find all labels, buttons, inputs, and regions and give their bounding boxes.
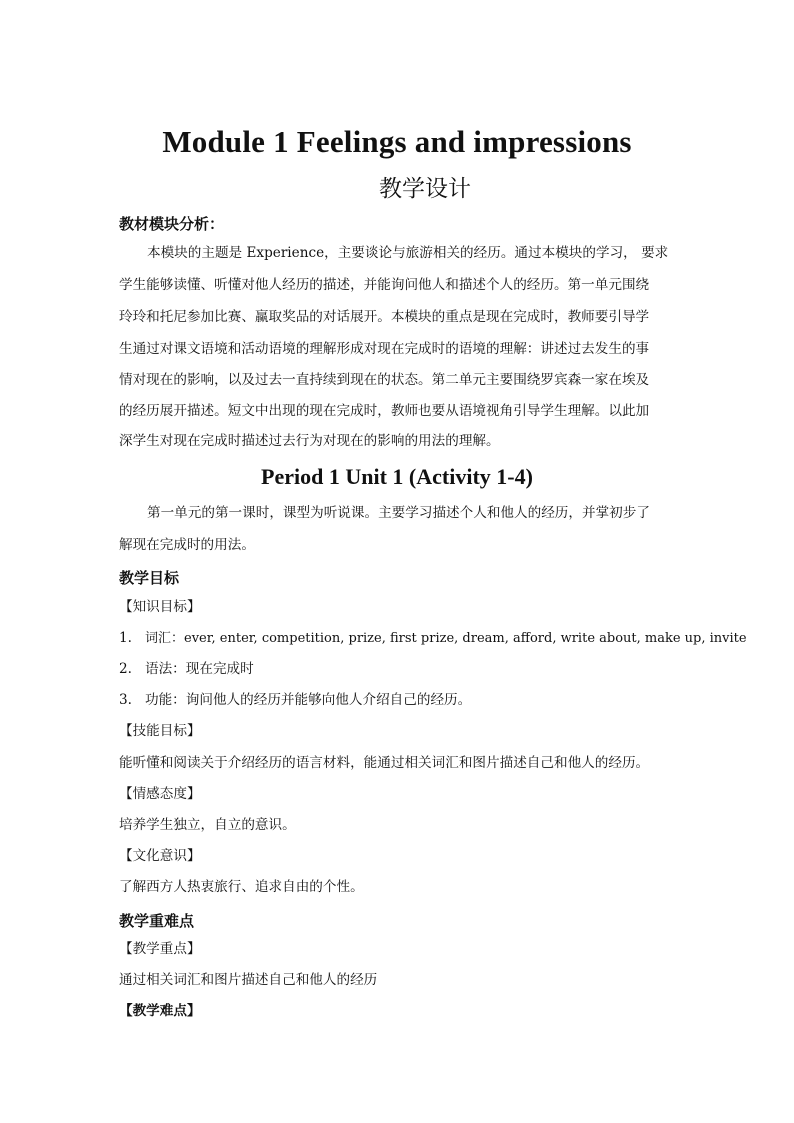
knowledge-item: [119, 662, 254, 676]
period-line: 解现在完成时的用法。: [119, 537, 255, 553]
knowledge-item: [119, 693, 471, 707]
goals-heading: 教学目标: [119, 569, 180, 587]
culture-label: 【文化意识】: [119, 848, 201, 864]
analysis-line: 情对现在的影响，以及过去一直持续到现在的状态。第二单元主要围绕罗宾森一家在埃及: [119, 372, 650, 388]
knowledge-item: [119, 631, 747, 646]
analysis-line: 深学生对现在完成时描述过去行为对现在的影响的用法的理解。: [119, 433, 500, 449]
document-subtitle: 教学设计: [379, 176, 471, 202]
period-line: 第一单元的第一课时，课型为听说课。主要学习描述个人和他人的经历，并掌初步了: [147, 505, 650, 521]
analysis-line: 的经历展开描述。短文中出现的现在完成时，教师也要从语境视角引导学生理解。以此加: [119, 403, 650, 419]
analysis-line: 本模块的主题是 Experience，主要谈论与旅游相关的经历。通过本模块的学习， 要求: [147, 245, 669, 261]
skill-label: 【技能目标】: [119, 723, 201, 739]
emotion-label: 【情感态度】: [119, 786, 201, 802]
emotion-text: 培养学生独立，自立的意识。: [119, 817, 296, 833]
period-title: Period 1 Unit 1 (Activity 1-4): [261, 464, 533, 489]
item-number: 2.: [119, 661, 132, 677]
skill-text: 能听懂和阅读关于介绍经历的语言材料，能通过相关词汇和图片描述自己和他人的经历。: [119, 755, 650, 771]
analysis-heading: 教材模块分析：: [119, 215, 225, 233]
culture-text: 了解西方人热衷旅行、追求自由的个性。: [119, 879, 364, 895]
difficulty-label: 【教学难点】: [119, 1003, 201, 1019]
item-text: 功能：询问他人的经历并能够向他人介绍自己的经历。: [145, 692, 472, 708]
item-number: 1.: [119, 630, 132, 646]
analysis-line: 学生能够读懂、听懂对他人经历的描述，并能询问他人和描述个人的经历。第一单元围绕: [119, 277, 650, 293]
focus-text: 通过相关词汇和图片描述自己和他人的经历: [119, 972, 378, 988]
document-title: Module 1 Feelings and impressions: [162, 124, 632, 159]
item-number: 3.: [119, 692, 132, 708]
analysis-line: 玲玲和托尼参加比赛、赢取奖品的对话展开。本模块的重点是现在完成时，教师要引导学: [119, 309, 650, 325]
knowledge-label: 【知识目标】: [119, 599, 201, 615]
focus-label: 【教学重点】: [119, 941, 201, 957]
analysis-line: 生通过对课文语境和活动语境的理解形成对现在完成时的语境的理解：讲述过去发生的事: [119, 341, 650, 357]
item-text: 语法：现在完成时: [145, 661, 254, 677]
item-text: 词汇：ever, enter, competition, prize, first prize, dream, afford, write about, make up, invite: [145, 631, 747, 646]
keypoints-heading: 教学重难点: [119, 912, 195, 930]
